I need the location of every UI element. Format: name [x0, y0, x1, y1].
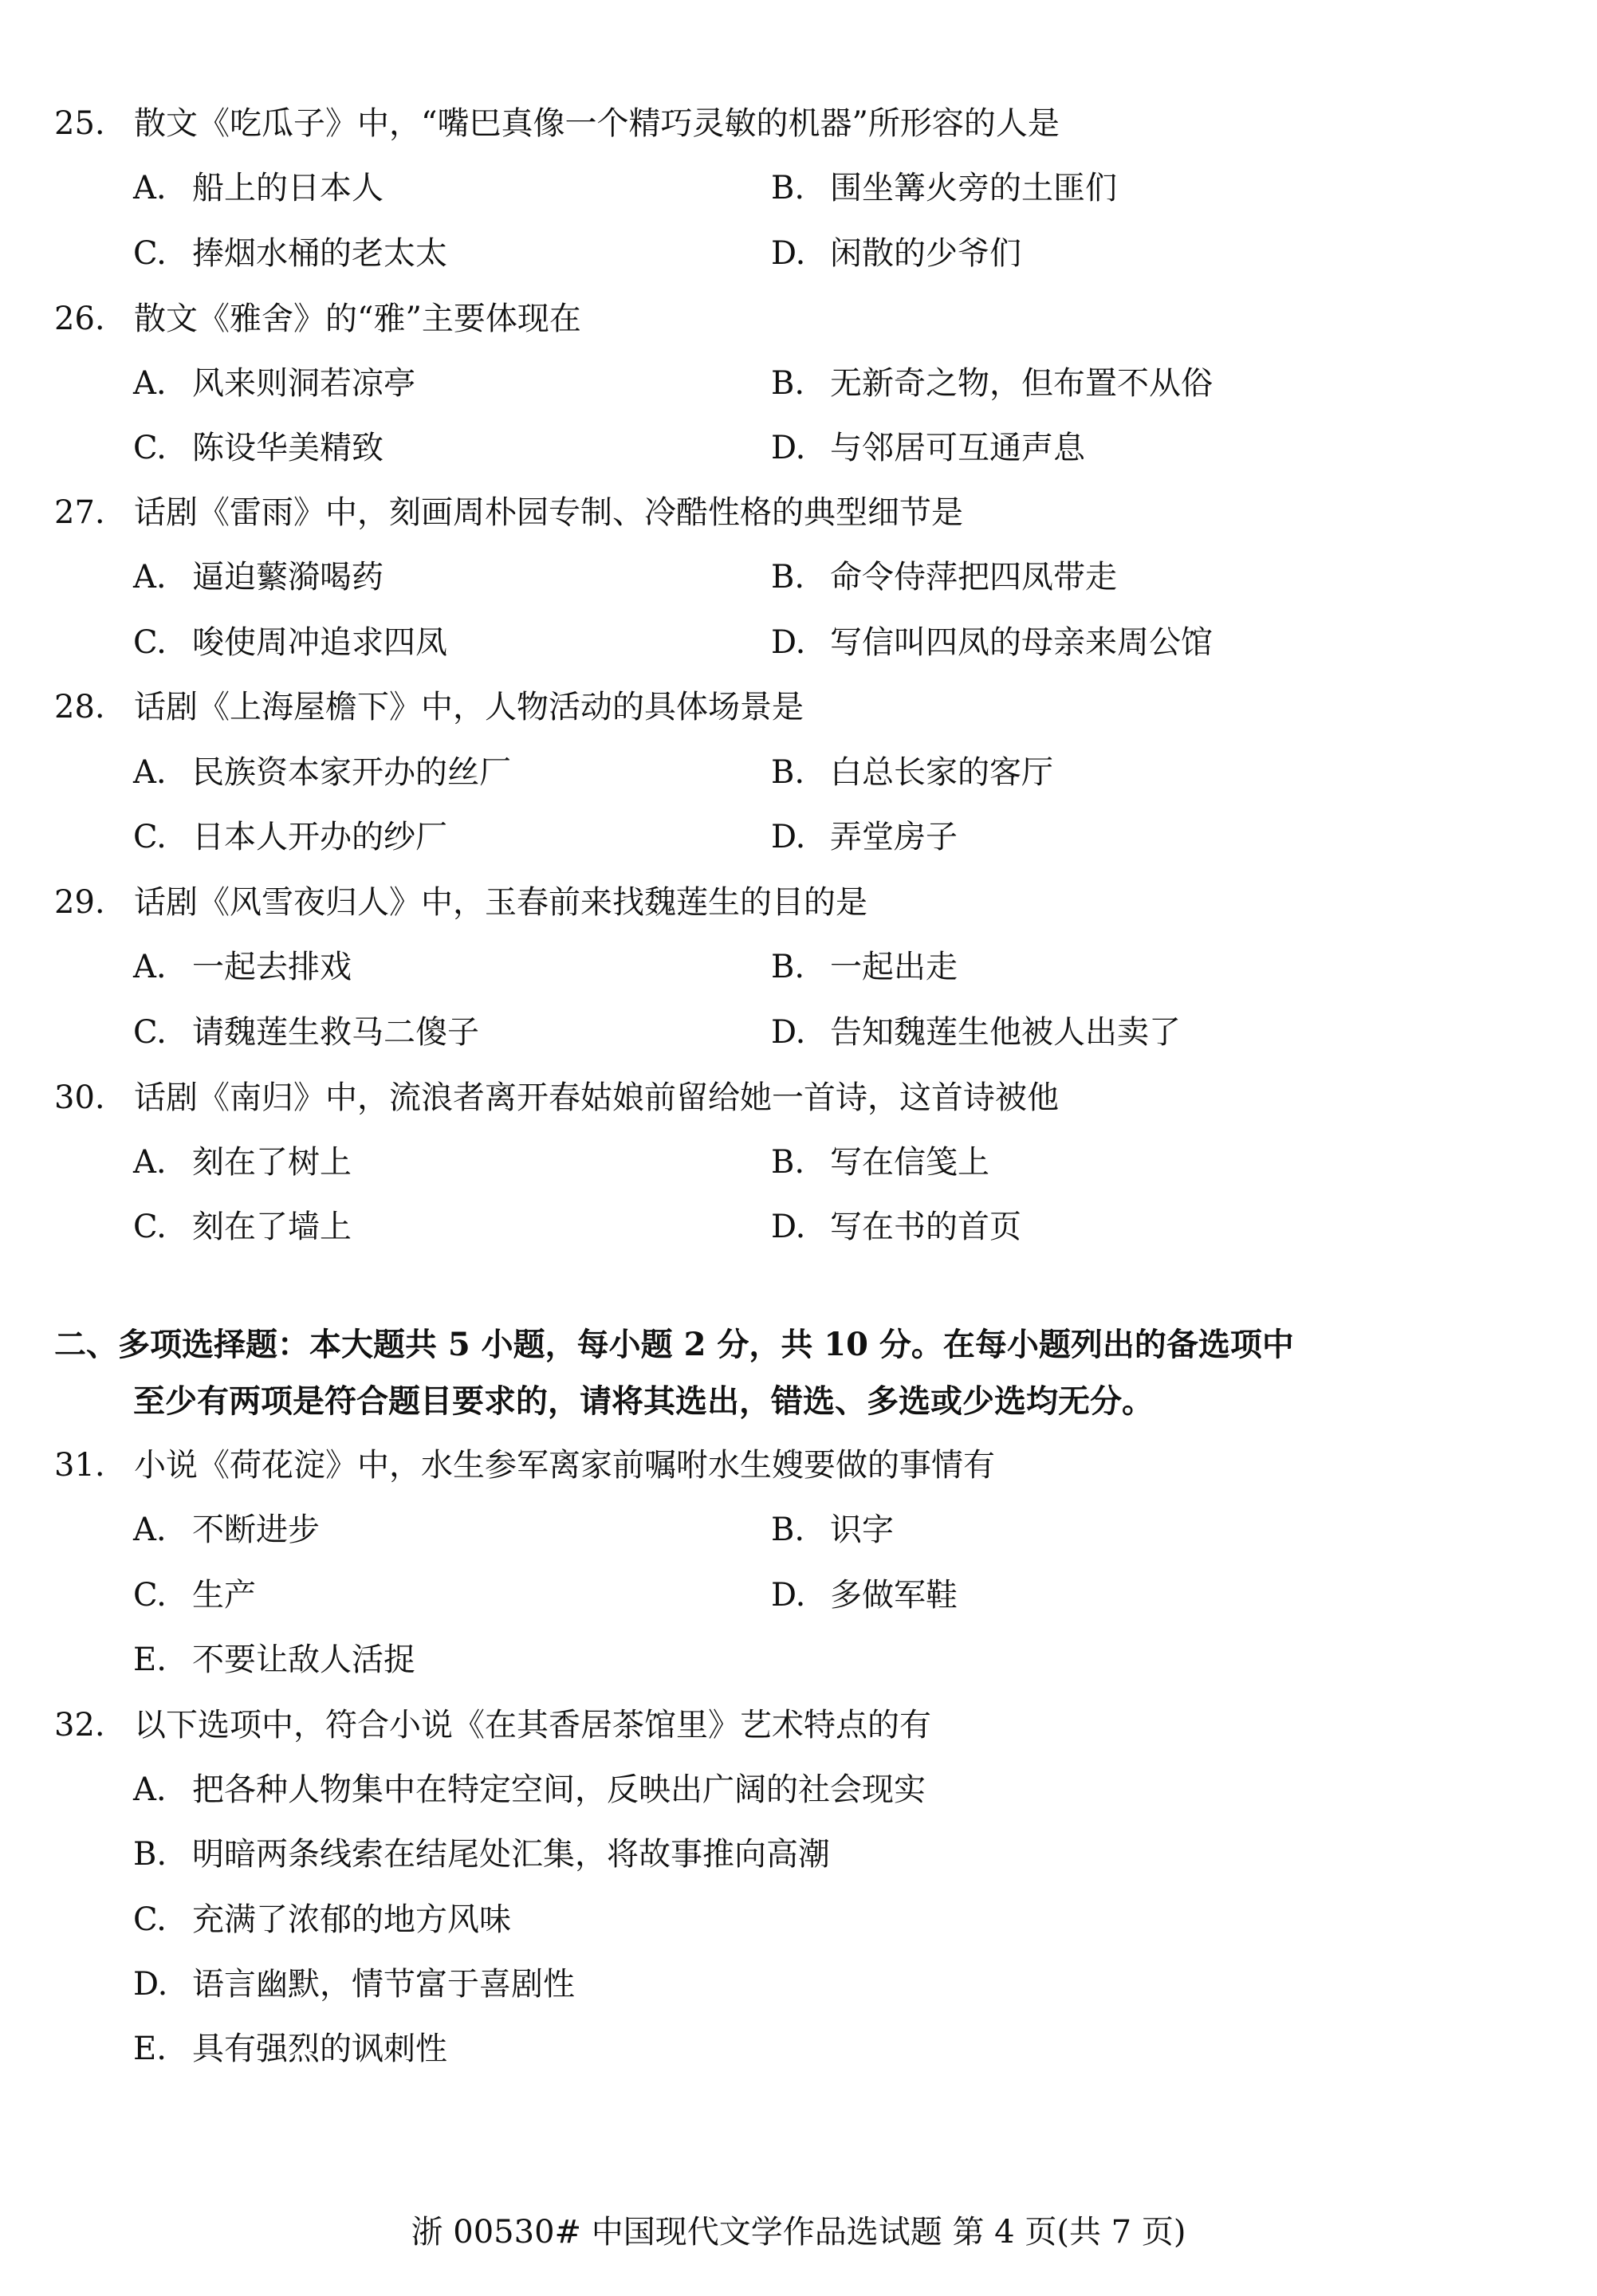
option-b: B. 无新奇之物，但布置不从俗 — [771, 365, 1213, 402]
option-a: A. 刻在了树上 — [133, 1144, 352, 1181]
option-e: E. 具有强烈的讽刺性 — [133, 2031, 447, 2067]
option-c: C. 陈设华美精致 — [133, 430, 384, 466]
section-heading: 二、多项选择题：本大题共 5 小题，每小题 2 分，共 10 分。在每小题列出的备选项中 — [54, 1326, 1294, 1363]
option-a: A. 不断进步 — [133, 1512, 320, 1548]
option-d: D. 告知魏莲生他被人出卖了 — [771, 1014, 1181, 1051]
option-b: B. 写在信笺上 — [771, 1144, 989, 1181]
option-c: C. 唆使周冲追求四凤 — [133, 624, 447, 661]
option-e: E. 不要让敌人活捉 — [133, 1641, 415, 1678]
option-b: B. 命令侍萍把四凤带走 — [771, 559, 1117, 596]
option-c: C. 捧烟水桶的老太太 — [133, 235, 447, 272]
question-number: 26. — [54, 301, 105, 337]
question-number: 28. — [54, 689, 105, 725]
option-b: B. 识字 — [771, 1512, 894, 1548]
option-d: D. 写信叫四凤的母亲来周公馆 — [771, 624, 1213, 661]
option-a: A. 风来则洞若凉亭 — [133, 365, 415, 402]
option-d: D. 弄堂房子 — [771, 819, 958, 855]
option-a: A. 把各种人物集中在特定空间，反映出广阔的社会现实 — [133, 1771, 926, 1808]
question-25 — [54, 105, 1060, 142]
question-stem: 话剧《上海屋檐下》中，人物活动的具体场景是 — [134, 689, 804, 725]
question-number: 32. — [54, 1707, 105, 1744]
question-stem: 话剧《南归》中，流浪者离开春姑娘前留给她一首诗，这首诗被他 — [134, 1079, 1059, 1116]
question-26 — [54, 303, 581, 335]
question-stem: 话剧《风雪夜归人》中，玉春前来找魏莲生的目的是 — [134, 884, 867, 921]
option-d: D. 写在书的首页 — [771, 1209, 1021, 1245]
option-c: C. 生产 — [133, 1577, 256, 1614]
option-c: C. 请魏莲生救马二傻子 — [133, 1014, 479, 1051]
option-c: C. 充满了浓郁的地方风味 — [133, 1901, 511, 1938]
option-c: C. 日本人开办的纱厂 — [133, 819, 447, 855]
question-number: 27. — [54, 494, 105, 531]
question-number: 31. — [54, 1447, 105, 1484]
question-number: 30. — [54, 1079, 105, 1116]
question-number: 25. — [54, 105, 105, 142]
option-b: B. 一起出走 — [771, 949, 958, 985]
option-b: B. 明暗两条线索在结尾处汇集，将故事推向高潮 — [133, 1836, 830, 1873]
question-29 — [54, 884, 867, 921]
option-d: D. 与邻居可互通声息 — [771, 430, 1085, 466]
option-a: A. 逼迫蘩漪喝药 — [133, 559, 384, 596]
section-instructions: 至少有两项是符合题目要求的，请将其选出，错选、多选或少选均无分。 — [133, 1382, 1154, 1420]
question-number: 29. — [54, 884, 105, 921]
option-a: A. 一起去排戏 — [133, 949, 352, 985]
question-stem: 话剧《雷雨》中，刻画周朴园专制、冷酷性格的典型细节是 — [134, 494, 963, 531]
question-stem: 散文《雅舍》的“雅”主要体现在 — [134, 301, 581, 337]
option-d: D. 多做军鞋 — [771, 1577, 958, 1614]
question-stem: 以下选项中，符合小说《在其香居茶馆里》艺术特点的有 — [134, 1707, 931, 1744]
page-footer: 浙 00530# 中国现代文学作品选试题 第 4 页(共 7 页) — [411, 2214, 1186, 2251]
question-30 — [54, 1079, 1059, 1116]
option-b: B. 围坐篝火旁的土匪们 — [771, 170, 1117, 206]
option-d: D. 语言幽默，情节富于喜剧性 — [133, 1966, 575, 2003]
question-stem: 散文《吃瓜子》中，“嘴巴真像一个精巧灵敏的机器”所形容的人是 — [134, 105, 1060, 142]
option-b: B. 白总长家的客厅 — [771, 754, 1053, 791]
question-28 — [54, 691, 804, 723]
option-a: A. 民族资本家开办的丝厂 — [133, 754, 511, 791]
question-32 — [54, 1707, 931, 1744]
option-a: A. 船上的日本人 — [133, 170, 384, 206]
option-d: D. 闲散的少爷们 — [771, 235, 1021, 272]
question-31 — [54, 1447, 995, 1484]
option-c: C. 刻在了墙上 — [133, 1209, 352, 1245]
question-27 — [54, 494, 963, 531]
question-stem: 小说《荷花淀》中，水生参军离家前嘱咐水生嫂要做的事情有 — [134, 1447, 995, 1484]
